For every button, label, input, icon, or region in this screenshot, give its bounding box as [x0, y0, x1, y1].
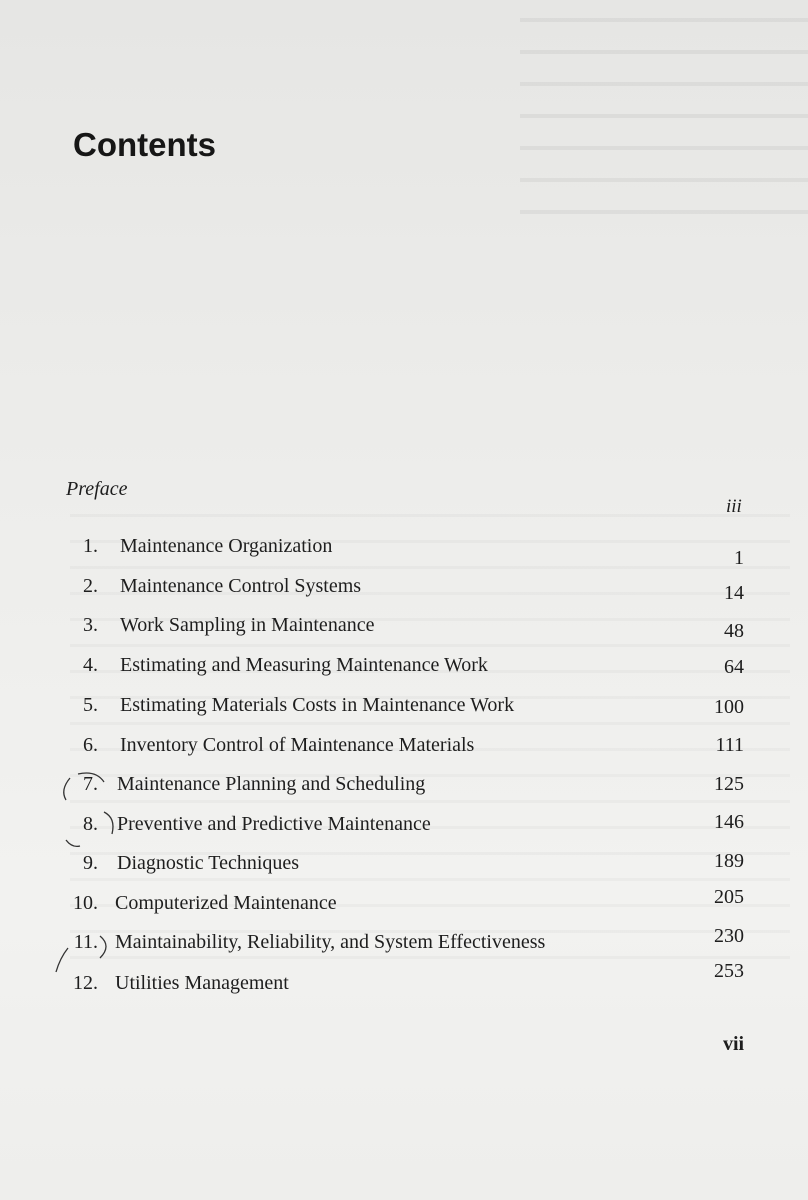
chapter-number: 3. — [83, 614, 98, 636]
preface-page: iii — [726, 496, 742, 517]
chapter-title: Maintenance Organization — [120, 535, 333, 557]
chapter-page: 64 — [724, 656, 744, 678]
chapter-page: 48 — [724, 620, 744, 642]
chapter-number: 4. — [83, 654, 98, 676]
page-title: Contents — [73, 126, 216, 163]
chapter-title: Estimating and Measuring Maintenance Work — [120, 654, 488, 676]
chapter-number: 11. — [73, 931, 98, 953]
chapter-page: 189 — [714, 850, 744, 872]
chapter-page: 111 — [715, 734, 744, 756]
chapter-title: Maintenance Planning and Scheduling — [117, 773, 426, 795]
chapter-page: 100 — [714, 696, 744, 718]
chapter-title: Work Sampling in Maintenance — [120, 614, 375, 636]
chapter-number: 1. — [83, 535, 98, 557]
pen-circle-7 — [64, 773, 104, 800]
chapter-number: 7. — [83, 773, 98, 795]
pen-circle-11 — [56, 936, 106, 972]
chapter-page: 125 — [714, 773, 744, 795]
chapter-number: 8. — [83, 813, 98, 835]
chapter-page: 1 — [734, 547, 744, 569]
chapter-number: 5. — [83, 694, 98, 716]
pen-circle-8 — [66, 812, 113, 846]
chapter-number: 12. — [73, 972, 98, 994]
chapter-number: 6. — [83, 734, 98, 756]
chapter-title: Inventory Control of Maintenance Materials — [120, 734, 475, 756]
chapter-number: 10. — [73, 892, 98, 914]
preface-title: Preface — [66, 478, 128, 500]
chapter-page: 205 — [714, 886, 744, 908]
chapter-page: 14 — [724, 582, 744, 604]
chapter-title: Computerized Maintenance — [115, 892, 337, 914]
chapter-title: Estimating Materials Costs in Maintenance Work — [120, 694, 515, 716]
chapter-title: Diagnostic Techniques — [117, 852, 300, 874]
page-folio: vii — [723, 1033, 745, 1055]
chapter-number: 9. — [83, 852, 98, 874]
chapter-title: Preventive and Predictive Maintenance — [117, 813, 431, 835]
chapter-page: 230 — [714, 925, 744, 947]
chapter-title: Maintenance Control Systems — [120, 575, 362, 597]
chapter-page: 253 — [714, 960, 744, 982]
chapter-title: Maintainability, Reliability, and System Effectiveness — [115, 931, 546, 953]
chapter-number: 2. — [83, 575, 98, 597]
chapter-page: 146 — [714, 811, 744, 833]
chapter-title: Utilities Management — [115, 972, 289, 994]
